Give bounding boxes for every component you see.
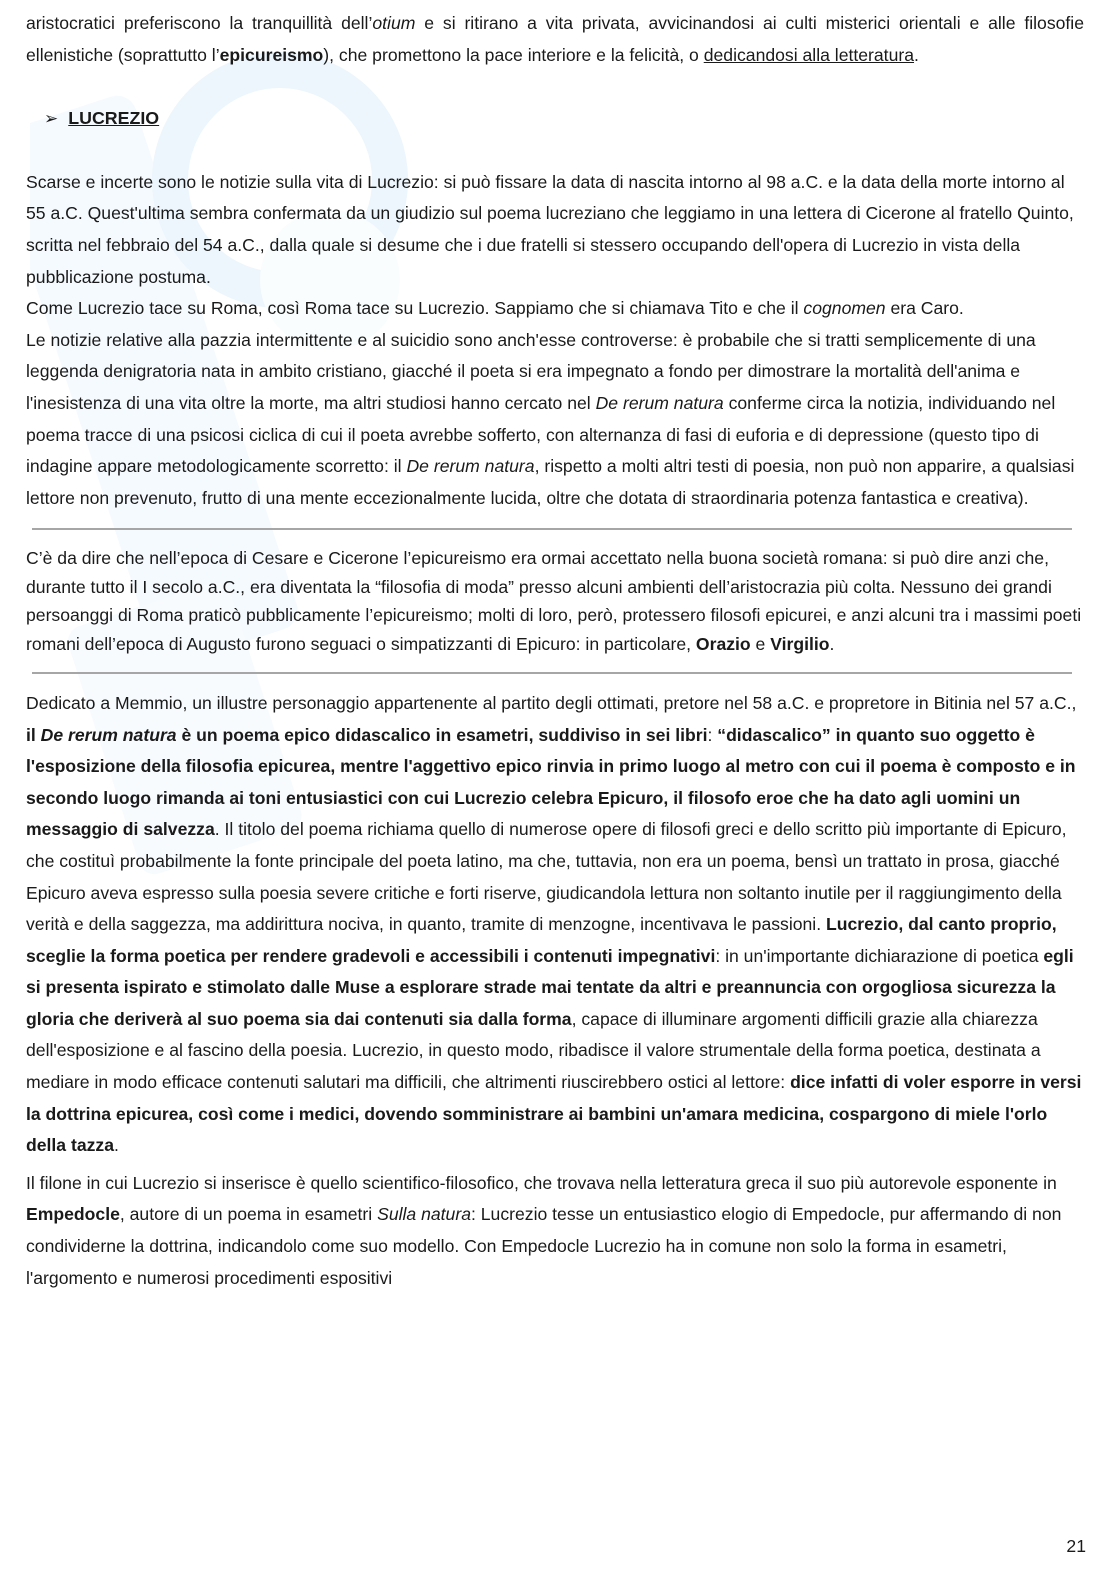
page-number: 21 xyxy=(1066,1536,1086,1556)
intro-paragraph: aristocratici preferiscono la tranquillità dell’otium e si ritirano a vita privata, avvicinandosi ai culti misterici orientali e alle filosofie ellenistiche (soprattutto l’epicureismo), che promettono la pace interiore e la felicità, o dedicandosi alla letteratura. xyxy=(26,13,1084,65)
box-paragraph-epicureanism: C’è da dire che nell’epoca di Cesare e Cicerone l’epicureismo era ormai accettato nella buona società romana: si può dire anzi che, durante tutto il I secolo a.C., era diventata la “filosofia di moda” presso alcuni ambienti dell’aristocrazia più colta. Nessuno dei grandi persoanggi di Roma praticò pubblicamente l’epicureismo; molti di loro, però, protessero filosofi epicurei, e anzi alcuni tra i massimi poeti romani dell’epoca di Augusto furono seguaci o simpatizzanti di Epicuro: in particolare, Orazio e Virgilio. xyxy=(26,548,1082,654)
paragraph-name: Come Lucrezio tace su Roma, così Roma tace su Lucrezio. Sappiamo che si chiamava Tito e che il cognomen era Caro. xyxy=(26,298,964,319)
paragraph-life: Scarse e incerte sono le notizie sulla vita di Lucrezio: si può fissare la data di nascita intorno al 98 a.C. e la data della morte intorno al 55 a.C. Quest'ultima sembra confermata da un giudizio sul poema lucreziano che leggiamo in una lettera di Cicerone al fratello Quinto, scritta nel febbraio del 54 a.C., dalla quale si desume che i due fratelli si stessero occupando dell'opera di Lucrezio in vista della pubblicazione postuma. xyxy=(26,171,1074,287)
arrow-bullet-icon: ➢ xyxy=(44,109,59,129)
paragraph-de-rerum-natura: Dedicato a Memmio, un illustre personaggio appartenente al partito degli ottimati, pretore nel 58 a.C. e propretore in Bitinia nel 57 a.C., il De rerum natura è un poema epico didascalico in esametri, suddiviso in sei libri: “didascalico” in quanto suo oggetto è l'esposizione della filosofia epicurea, mentre l'aggettivo epico rinvia in primo luogo al metro con cui il poema è composto e in secondo luogo rimanda ai toni entusiastici con cui Lucrezio celebra Epicuro, il filosofo eroe che ha dato agli uomini un messaggio di salvezza. Il titolo del poema richiama quello di numerose opere di filosofi greci e dello scritto più importante di Epicuro, che costituì probabilmente la fonte principale del poeta latino, ma che, tuttavia, non era un poema, bensì un trattato in prosa, giacché Epicuro aveva espresso sulla poesia severe critiche e forti riserve, giudicandola lettura non soltanto inutile per il raggiungimento della verità e della saggezza, ma addirittura nociva, in quanto, tramite di menzogne, incentivava le passioni. Lucrezio, dal canto proprio, sceglie la forma poetica per rendere gradevoli e accessibili i contenuti impegnativi: in un'importante dichiarazione di poetica egli si presenta ispirato e stimolato dalle Muse a esplorare strade mai tentate da altri e preannuncia con orgogliosa sicurezza la gloria che deriverà al suo poema sia dai contenuti sia dalla forma, capace di illuminare argomenti difficili grazie alla chiarezza dell'esposizione e al fascino della poesia. Lucrezio, in questo modo, ribadisce il valore strumentale della forma poetica, destinata a mediare in modo efficace contenuti salutari ma difficili, che altrimenti riuscirebbero ostici al lettore: dice infatti di voler esporre in versi la dottrina epicurea, così come i medici, dovendo somministrare ai bambini un'amara medicina, cospargono di miele l'orlo della tazza. xyxy=(26,692,1082,1156)
section-title: LUCREZIO xyxy=(68,108,160,129)
paragraph-empedocle: Il filone in cui Lucrezio si inserisce è quello scientifico-filosofico, che trovava nella letteratura greca il suo più autorevole esponente in Empedocle, autore di un poema in esametri Sulla natura: Lucrezio tesse un entusiastico elogio di Empedocle, pur affermando di non condividerne la dottrina, indicandolo come suo modello. Con Empedocle Lucrezio ha in comune non solo la forma in esametri, l'argomento e numerosi procedimenti espositivi xyxy=(26,1172,1062,1288)
document-page xyxy=(26,8,1084,1294)
section-heading xyxy=(44,103,1084,135)
paragraph-madness: Le notizie relative alla pazzia intermittente e al suicidio sono anch'esse controverse: è probabile che si tratti semplicemente di una leggenda denigratoria nata in ambito cristiano, giacché il poeta si era impegnato a fondo per dimostrare la mortalità dell'anima e l'inesistenza di una vita oltre la morte, ma altri studiosi hanno cercato nel De rerum natura conferme circa la notizia, individuando nel poema tracce di una psicosi ciclica di cui il poeta avrebbe sofferto, con alternanza di fasi di euforia e di depressione (questo tipo di indagine appare metodologicamente scorretto: il De rerum natura, rispetto a molti altri testi di poesia, non può non apparire, a qualsiasi lettore non prevenuto, frutto di una mente eccezionalmente lucida, oltre che dotata di straordinaria potenza fantastica e creativa). xyxy=(26,329,1075,508)
divider-bottom xyxy=(32,672,1072,674)
divider-top xyxy=(32,528,1072,530)
